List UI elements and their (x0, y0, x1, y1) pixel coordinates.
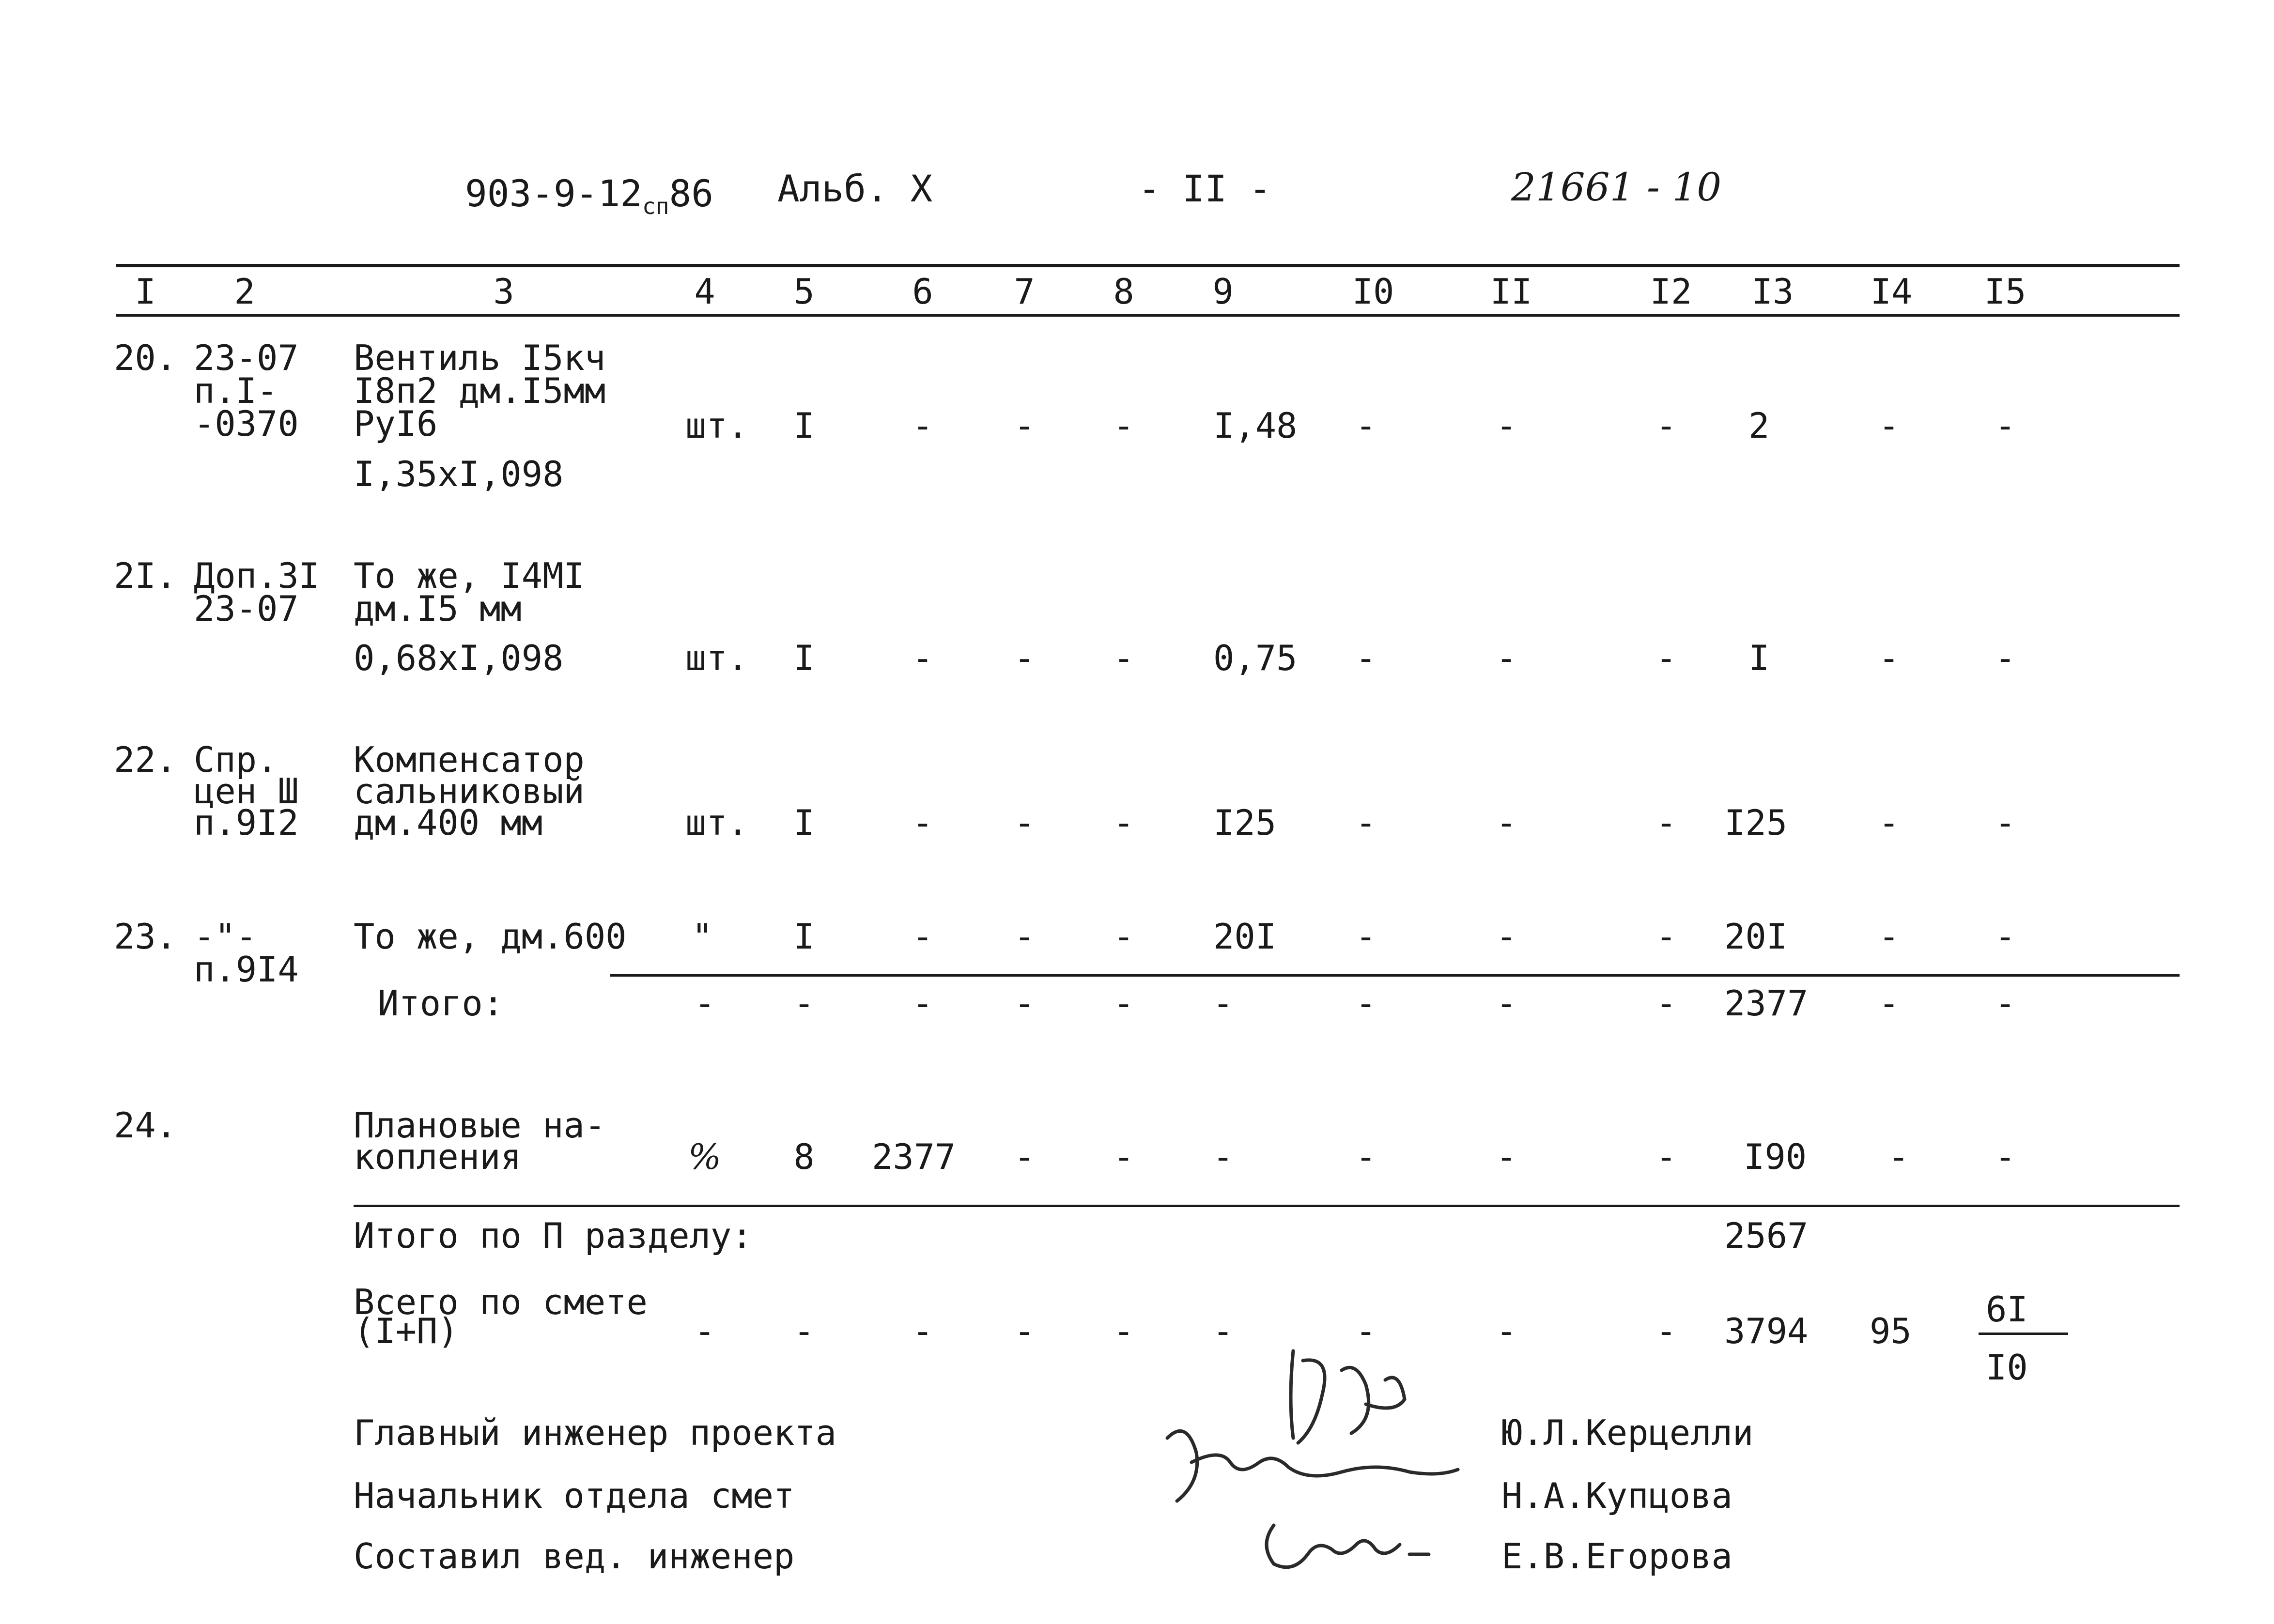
reference-line: 23-07 (194, 337, 299, 378)
header-bottom-rule (116, 314, 2180, 317)
row-number: 24. (114, 1105, 177, 1146)
column-header: 4 (694, 271, 715, 312)
quantity-cell: I (793, 802, 815, 843)
cell: - (1655, 638, 1677, 678)
total-cell: 2 (1748, 405, 1770, 446)
signatory-title: Главный инженер проекта (354, 1412, 836, 1453)
cell: - (1113, 638, 1134, 678)
item-name-line: дм.400 мм (354, 802, 543, 843)
reference-line: -"- (194, 916, 257, 957)
cell: - (694, 983, 715, 1024)
signature-head-of-estimates (1167, 1431, 1458, 1501)
unit-cell: шт. (685, 638, 749, 678)
column-header: I4 (1870, 271, 1913, 312)
cell: - (1995, 638, 2016, 678)
total-cell: I25 (1724, 802, 1788, 843)
cell: - (1014, 802, 1035, 843)
cell: - (1014, 1311, 1035, 1351)
cell: - (1014, 638, 1035, 678)
grand-total-c14: 95 (1870, 1311, 1912, 1351)
price-cell: I,48 (1213, 405, 1298, 446)
section-total-value: 2567 (1724, 1215, 1809, 1256)
cell: - (1014, 1136, 1035, 1177)
header-top-rule (116, 264, 2180, 267)
quantity-cell: 8 (793, 1136, 815, 1177)
quantity-cell: I (793, 405, 815, 446)
item-calculation: 0,68xI,098 (354, 638, 564, 678)
cell: - (1995, 916, 2016, 957)
cell: - (1496, 405, 1517, 446)
reference-line: цен Ш (194, 771, 299, 812)
cell: - (1355, 1136, 1377, 1177)
column-header: 2 (234, 271, 255, 312)
item-name-line: То же, I4МI (354, 555, 585, 596)
column-header: 7 (1014, 271, 1035, 312)
column-header: 8 (1113, 271, 1134, 312)
cell: - (1496, 802, 1517, 843)
item-name-line: I8п2 дм.I5мм (354, 370, 606, 411)
item-name-line: РуI6 (354, 403, 438, 444)
section-total-label: Итого по П разделу: (354, 1215, 753, 1256)
row-number: 22. (114, 739, 177, 780)
reference-line: Спр. (194, 739, 278, 780)
column-header: I2 (1650, 271, 1692, 312)
cell: - (912, 983, 933, 1024)
reference-line: п.9I2 (194, 802, 299, 843)
cell: - (1995, 405, 2016, 446)
price-cell: I25 (1213, 802, 1277, 843)
cell: - (1113, 1136, 1134, 1177)
cell: - (1014, 983, 1035, 1024)
cell: - (1496, 638, 1517, 678)
subtotal-label: Итого: (378, 983, 504, 1024)
quantity-cell: I (793, 638, 815, 678)
fraction-denominator: I0 (1986, 1347, 2028, 1388)
cell: - (1212, 1311, 1234, 1351)
cell: - (1113, 405, 1134, 446)
cell: - (1355, 405, 1377, 446)
column-header: II (1490, 271, 1532, 312)
column-header: 9 (1212, 271, 1234, 312)
cell: - (1355, 916, 1377, 957)
item-name-line: То же, дм.600 (354, 916, 627, 957)
fraction-numerator: 6I (1986, 1289, 2028, 1330)
total-cell: I90 (1744, 1136, 1807, 1177)
signature-chief-engineer (1291, 1351, 1405, 1443)
cell: - (1878, 405, 1900, 446)
grand-total-label-line: Всего по смете (354, 1282, 648, 1322)
cell: - (912, 802, 933, 843)
cell: - (793, 983, 815, 1024)
album-label: Альб. X (777, 167, 933, 210)
cell: - (1355, 802, 1377, 843)
cell: - (1496, 1136, 1517, 1177)
reference-line: 23-07 (194, 588, 299, 629)
price-cell: 20I (1213, 916, 1277, 957)
unit-cell: шт. (685, 802, 749, 843)
unit-cell: % (688, 1136, 722, 1177)
handwritten-signatures (1148, 1341, 1506, 1593)
cell: - (1655, 802, 1677, 843)
section-total-rule (354, 1205, 2180, 1207)
signature-lead-engineer (1267, 1525, 1429, 1567)
cell: - (1496, 1311, 1517, 1351)
cell: - (1355, 638, 1377, 678)
subtotal-value: 2377 (1724, 983, 1809, 1024)
reference-line: Доп.3I (194, 555, 320, 596)
cell: - (1655, 916, 1677, 957)
column-header: I3 (1751, 271, 1794, 312)
cell: - (1212, 983, 1234, 1024)
row-number: 23. (114, 916, 177, 957)
cell: - (912, 405, 933, 446)
fraction-line (1979, 1333, 2068, 1335)
cell: - (1655, 1311, 1677, 1351)
cell: - (1355, 1311, 1377, 1351)
cell: - (1113, 983, 1134, 1024)
item-name-line: Плановые на- (354, 1105, 606, 1146)
page-number: - II - (1138, 167, 1271, 210)
reference-line: п.I- (194, 370, 278, 411)
cell: - (912, 638, 933, 678)
signatory-name: Е.В.Егорова (1501, 1536, 1733, 1577)
unit-cell: " (692, 916, 713, 957)
cell: - (1655, 983, 1677, 1024)
total-cell: I (1748, 638, 1770, 678)
cell: - (1878, 638, 1900, 678)
unit-cell: шт. (685, 405, 749, 446)
cell: - (912, 1311, 933, 1351)
column-header: I (135, 271, 156, 312)
cell: - (1995, 802, 2016, 843)
signatory-title: Начальник отдела смет (354, 1475, 795, 1516)
column-header: I0 (1352, 271, 1394, 312)
cell: - (1878, 916, 1900, 957)
reference-line: -0370 (194, 403, 299, 444)
cell: - (1995, 1136, 2016, 1177)
signatory-title: Составил вед. инженер (354, 1536, 795, 1577)
cell: - (694, 1311, 715, 1351)
item-name-line: сальниковый (354, 771, 585, 812)
item-name-line: дм.I5 мм (354, 588, 522, 629)
cell: - (1995, 983, 2016, 1024)
column-header: I5 (1984, 271, 2026, 312)
cell: - (1113, 802, 1134, 843)
cell: - (793, 1311, 815, 1351)
cell: - (912, 916, 933, 957)
cell: - (1212, 1136, 1234, 1177)
cell: - (1014, 916, 1035, 957)
cell: - (1888, 1136, 1909, 1177)
cell: - (1496, 983, 1517, 1024)
cell: - (1878, 983, 1900, 1024)
column-header: 5 (793, 271, 815, 312)
item-calculation: I,35xI,098 (354, 454, 564, 494)
grand-total-label-line: (I+П) (354, 1311, 459, 1351)
item-name-line: Вентиль I5кч (354, 337, 606, 378)
cell: - (1355, 983, 1377, 1024)
column-header: 6 (912, 271, 933, 312)
total-cell: 20I (1724, 916, 1788, 957)
cell: - (1655, 405, 1677, 446)
cell: - (1655, 1136, 1677, 1177)
signatory-name: Н.А.Купцова (1501, 1475, 1733, 1516)
handwritten-inventory-number: 21661 - 10 (1511, 165, 1722, 210)
item-name-line: Компенсатор (354, 739, 585, 780)
reference-line: п.9I4 (194, 949, 299, 990)
cell: - (1496, 916, 1517, 957)
price-cell: 0,75 (1213, 638, 1298, 678)
cell: - (1113, 916, 1134, 957)
cell: - (1014, 405, 1035, 446)
subtotal-rule (610, 974, 2180, 977)
row-number: 20. (114, 337, 177, 378)
grand-total-value: 3794 (1724, 1311, 1809, 1351)
cell: - (1878, 802, 1900, 843)
column-header: 3 (493, 271, 514, 312)
item-name-line: копления (354, 1136, 522, 1177)
row-number: 2I. (114, 555, 177, 596)
signatory-name: Ю.Л.Керцелли (1501, 1412, 1754, 1453)
base-amount-cell: 2377 (872, 1136, 956, 1177)
document-code: $903-9-12_{сп}86$ (465, 172, 713, 220)
quantity-cell: I (793, 916, 815, 957)
cell: - (1113, 1311, 1134, 1351)
